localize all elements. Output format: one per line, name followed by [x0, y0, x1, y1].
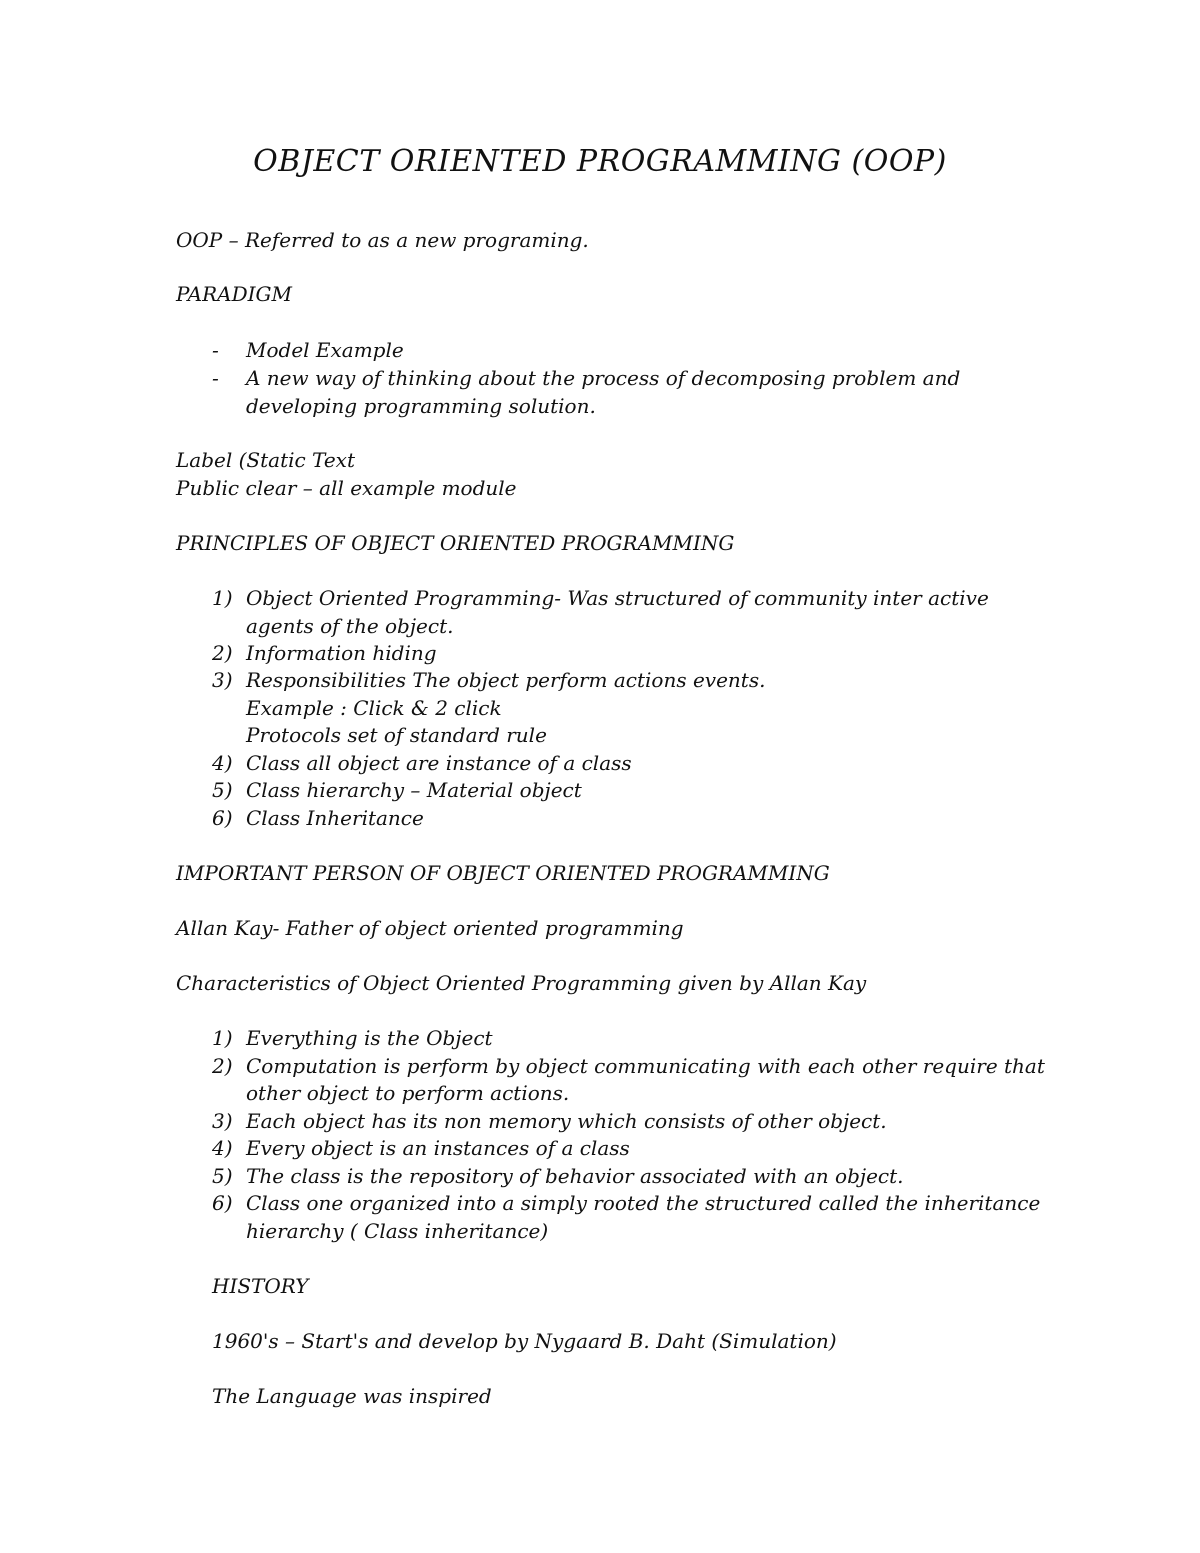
paradigm-bullet-marker: -	[212, 338, 219, 362]
characteristics-item-line: The class is the repository of behavior associated with an object.	[246, 1164, 904, 1188]
principles-item-marker: 3)	[212, 668, 233, 692]
characteristics-item-marker: 6)	[212, 1191, 233, 1215]
principles-item-marker: 5)	[212, 778, 233, 802]
inspired-line: The Language was inspired	[212, 1384, 492, 1408]
principles-item-line: Protocols set of standard rule	[246, 723, 547, 747]
principles-item-marker: 2)	[212, 641, 233, 665]
characteristics-item-line: hierarchy ( Class inheritance)	[246, 1219, 549, 1243]
label-line: Label (Static Text	[176, 448, 355, 472]
intro-line: OOP – Referred to as a new programing.	[176, 228, 589, 252]
public-line: Public clear – all example module	[176, 476, 517, 500]
paradigm-bullet-line: developing programming solution.	[246, 394, 596, 418]
principles-heading: PRINCIPLES OF OBJECT ORIENTED PROGRAMMING	[176, 531, 735, 555]
paradigm-bullet-line: A new way of thinking about the process of decomposing problem and	[246, 366, 961, 390]
document-title: OBJECT ORIENTED PROGRAMMING (OOP)	[253, 144, 947, 179]
principles-item-marker: 6)	[212, 806, 233, 830]
characteristics-item-marker: 5)	[212, 1164, 233, 1188]
principles-item-line: Class Inheritance	[246, 806, 424, 830]
principles-item-line: Class hierarchy – Material object	[246, 778, 582, 802]
principles-item-line: agents of the object.	[246, 614, 454, 638]
principles-item-line: Object Oriented Programming- Was structured of community inter active	[246, 586, 989, 610]
principles-item-line: Responsibilities The object perform actions events.	[246, 668, 766, 692]
characteristics-item-marker: 3)	[212, 1109, 233, 1133]
characteristics-item-line: Every object is an instances of a class	[246, 1136, 630, 1160]
principles-item-line: Class all object are instance of a class	[246, 751, 632, 775]
characteristics-heading: Characteristics of Object Oriented Programming given by Allan Kay	[176, 971, 867, 995]
characteristics-item-line: Each object has its non memory which consists of other object.	[246, 1109, 887, 1133]
characteristics-item-marker: 2)	[212, 1054, 233, 1078]
characteristics-item-line: other object to perform actions.	[246, 1081, 570, 1105]
allan-line: Allan Kay- Father of object oriented programming	[176, 916, 684, 940]
characteristics-item-line: Class one organized into a simply rooted the structured called the inheritance	[246, 1191, 1041, 1215]
paradigm-heading: PARADIGM	[176, 282, 292, 306]
history-heading: HISTORY	[212, 1274, 309, 1298]
principles-item-line: Information hiding	[246, 641, 437, 665]
characteristics-item-line: Computation is perform by object communicating with each other require that	[246, 1054, 1045, 1078]
principles-item-marker: 4)	[212, 751, 233, 775]
principles-item-line: Example : Click & 2 click	[246, 696, 502, 720]
important-heading: IMPORTANT PERSON OF OBJECT ORIENTED PROGRAMMING	[176, 861, 830, 885]
characteristics-item-line: Everything is the Object	[246, 1026, 493, 1050]
characteristics-item-marker: 1)	[212, 1026, 233, 1050]
history-line: 1960's – Start's and develop by Nygaard B. Daht (Simulation)	[212, 1329, 837, 1353]
principles-item-marker: 1)	[212, 586, 233, 610]
paradigm-bullet-line: Model Example	[246, 338, 404, 362]
paradigm-bullet-marker: -	[212, 366, 219, 390]
characteristics-item-marker: 4)	[212, 1136, 233, 1160]
